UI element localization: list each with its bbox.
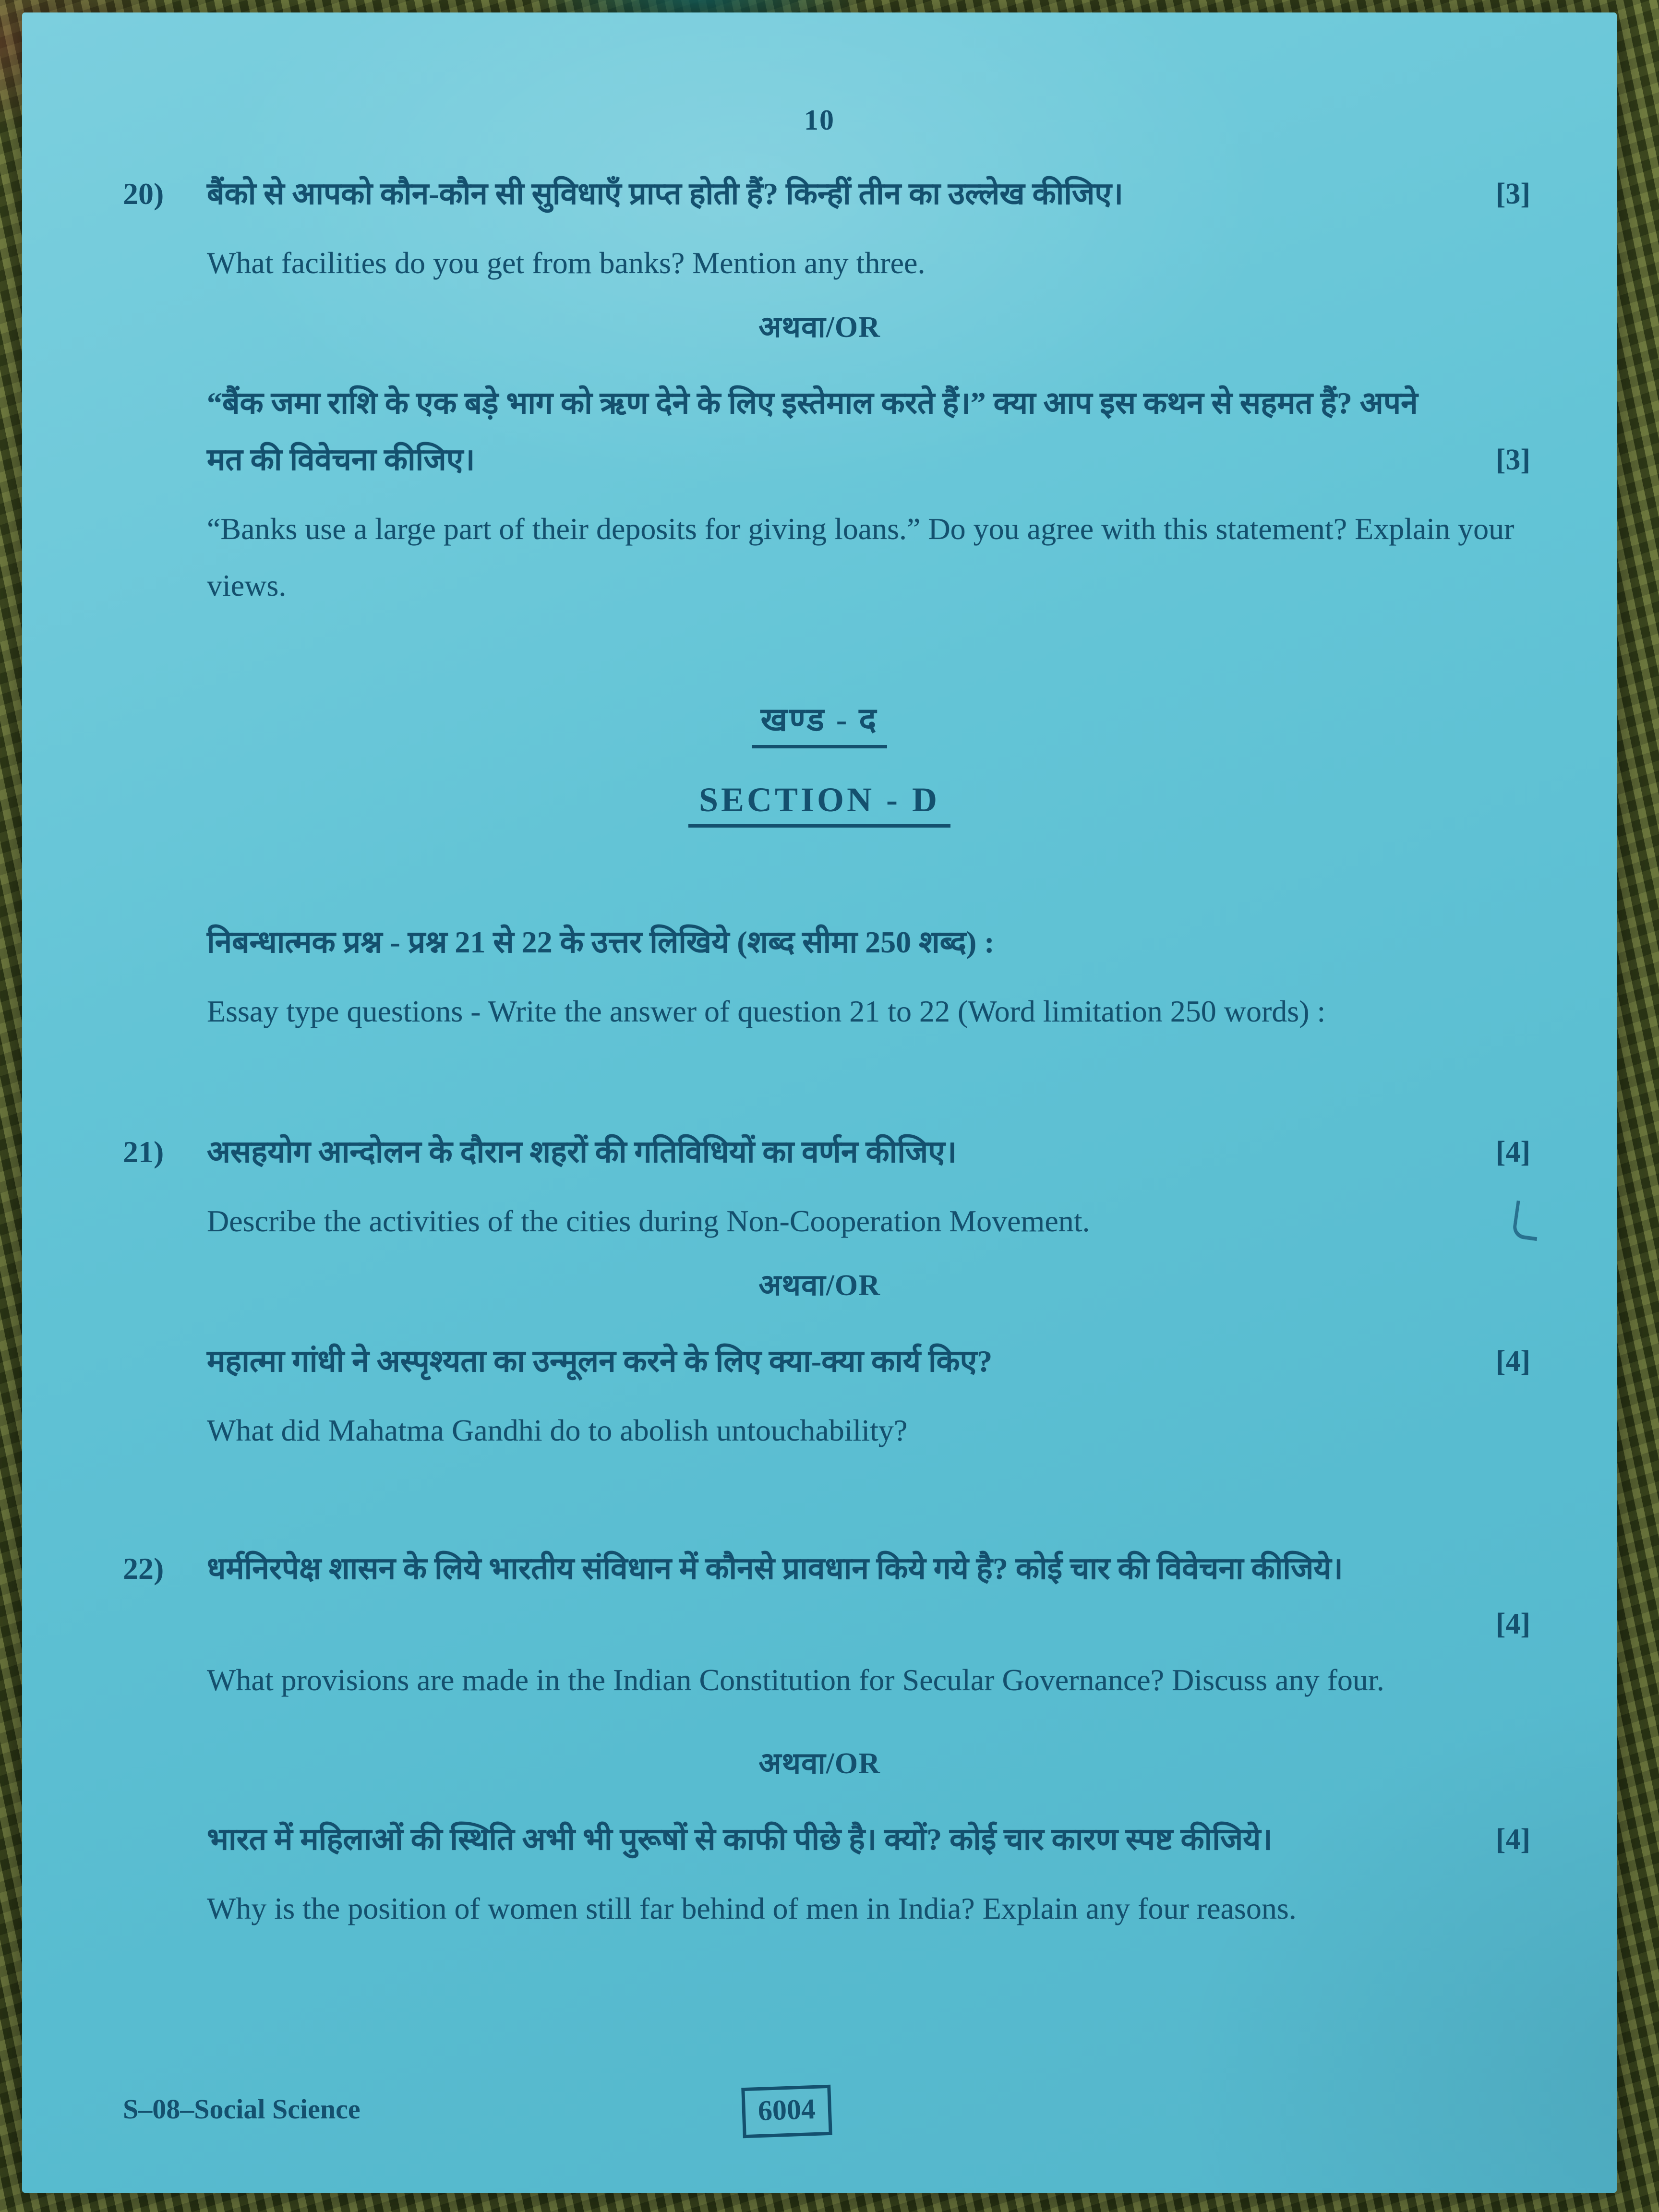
question-22-number: 22) bbox=[123, 1551, 164, 1586]
paper-code: S–08–Social Science bbox=[123, 2093, 361, 2125]
or-separator-q21: अथवा/OR bbox=[758, 1269, 880, 1302]
paper-number-box: 6004 bbox=[741, 2085, 832, 2138]
section-heading-hindi-row bbox=[22, 696, 1617, 748]
instructions-english: Essay type questions - Write the answer of question 21 to 22 (Word limitation 250 words) : bbox=[207, 994, 1326, 1028]
question-22-alt-marks: [4] bbox=[1495, 1823, 1530, 1856]
question-20-alt-hindi-row bbox=[207, 375, 1530, 488]
page-footer bbox=[22, 2093, 1617, 2151]
instructions-hindi: निबन्धात्मक प्रश्न - प्रश्न 21 से 22 के उत्तर लिखिये (शब्द सीमा 250 शब्द) : bbox=[207, 925, 995, 959]
question-22-alt-hindi-row bbox=[207, 1811, 1530, 1868]
question-20-hindi: बैंको से आपको कौन-कौन सी सुविधाएँ प्राप्त होती हैं? किन्हीं तीन का उल्लेख कीजिए। bbox=[207, 177, 1124, 211]
question-21-alt-hindi-row bbox=[207, 1333, 1530, 1390]
exam-paper-page bbox=[22, 12, 1617, 2193]
or-separator-q20: अथवा/OR bbox=[758, 311, 880, 344]
question-22-english: What provisions are made in the Indian Constitution for Secular Governance? Discuss any four. bbox=[207, 1663, 1384, 1697]
question-21-hindi: असहयोग आन्दोलन के दौरान शहरों की गतिविधियों का वर्णन कीजिए। bbox=[207, 1135, 957, 1169]
question-22 bbox=[123, 1540, 1530, 1597]
question-20-alt-hindi: “बैंक जमा राशि के एक बड़े भाग को ऋण देने के लिए इस्तेमाल करते हैं।” क्या आप इस कथन से सहमत हैं? अपने मत की विवेचना कीजिए। bbox=[207, 386, 1418, 477]
question-21-marks: [4] bbox=[1495, 1136, 1530, 1168]
instructions-hindi-row bbox=[207, 914, 1530, 971]
question-21-alt-hindi: महात्मा गांधी ने अस्पृश्यता का उन्मूलन करने के लिए क्या-क्या कार्य किए? bbox=[207, 1344, 993, 1378]
question-22-hindi: धर्मनिरपेक्ष शासन के लिये भारतीय संविधान में कौनसे प्रावधान किये गये है? कोई चार की विवेचना कीजिये। bbox=[207, 1551, 1343, 1586]
question-21-alt-english-row bbox=[207, 1402, 1530, 1459]
or-separator-q22: अथवा/OR bbox=[758, 1747, 880, 1780]
section-heading-hindi: खण्ड - द bbox=[752, 696, 887, 748]
question-21-alt-marks: [4] bbox=[1495, 1345, 1530, 1378]
question-21-alt-english: What did Mahatma Gandhi do to abolish untouchability? bbox=[207, 1413, 908, 1447]
question-21-english: Describe the activities of the cities during Non-Cooperation Movement. bbox=[207, 1204, 1090, 1238]
question-20-english: What facilities do you get from banks? Mention any three. bbox=[207, 246, 926, 280]
question-20-alt-english: “Banks use a large part of their deposits for giving loans.” Do you agree with this statement? Explain your views. bbox=[207, 512, 1515, 602]
section-heading-english-row bbox=[22, 780, 1617, 828]
question-21 bbox=[123, 1124, 1530, 1180]
question-20 bbox=[123, 166, 1530, 222]
instructions-english-row bbox=[207, 983, 1530, 1040]
question-22-marks: [4] bbox=[1495, 1608, 1530, 1640]
question-20-alt-marks: [3] bbox=[1495, 444, 1530, 476]
question-21-english-row bbox=[207, 1193, 1530, 1250]
question-20-number: 20) bbox=[123, 177, 164, 211]
question-22-alt-hindi: भारत में महिलाओं की स्थिति अभी भी पुरूषों से काफी पीछे है। क्यों? कोई चार कारण स्पष्ट कीजिये। bbox=[207, 1822, 1273, 1856]
question-20-alt-english-row bbox=[207, 501, 1530, 614]
question-22-english-row bbox=[207, 1652, 1530, 1708]
page-number: 10 bbox=[804, 104, 835, 136]
section-heading-english: SECTION - D bbox=[688, 780, 950, 828]
question-20-marks: [3] bbox=[1495, 178, 1530, 210]
question-21-number: 21) bbox=[123, 1135, 164, 1169]
question-22-alt-english-row bbox=[207, 1880, 1530, 1937]
stray-pen-mark bbox=[1512, 1201, 1542, 1241]
question-22-alt-english: Why is the position of women still far behind of men in India? Explain any four reasons. bbox=[207, 1891, 1297, 1925]
question-20-english-row bbox=[207, 235, 1530, 291]
